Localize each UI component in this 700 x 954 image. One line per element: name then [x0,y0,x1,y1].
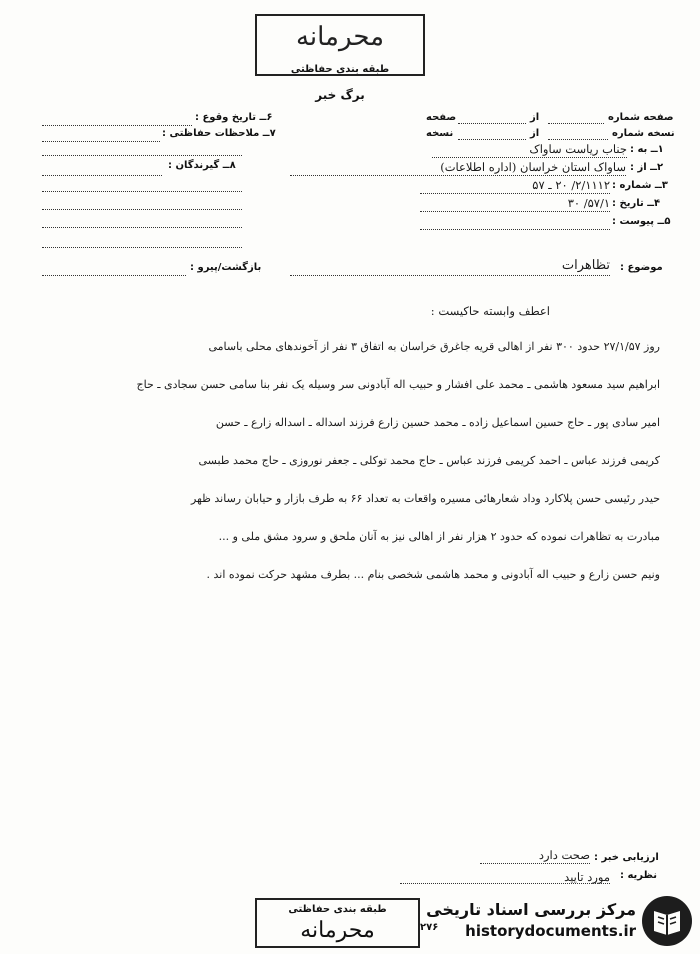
body-line-3: امیر سادی پور ـ حاج حسین اسماعیل زاده ـ محمد حسین زارع فرزند اسداله ـ اسداله زارع ـ حسن [215,416,660,429]
dots [432,156,627,158]
number-label: ۳ــ شماره : [612,180,668,191]
body-line-5: حیدر رئیسی حسن پلاکارد وداد شعارهائی مسیره واقعات به تعداد ۶۶ به طرف بازار و حیابان رساند ظهر [190,492,660,505]
copy-number-end: نسخه [426,128,454,139]
opinion-label: نظریه : [620,870,658,881]
to-value: جناب ریاست ساواک [529,142,627,156]
subject-value: تظاهرات [561,258,610,273]
assessment-value: صحت دارد [538,848,590,862]
blank-line [42,190,242,192]
blank-line [42,208,242,210]
from-value: ساواک استان خراسان (اداره اطلاعات) [440,160,626,174]
dots [420,210,610,212]
body-line-2: ابراهیم سید مسعود هاشمی ـ محمد علی افشار و حبیب اله آبادونی سر وسیله یک نفر بنا سامی حسن سجادی ـ حاج [136,378,660,391]
attachment-label: ۵ــ پیوست : [612,216,671,227]
to-label: ۱ــ به : [630,144,664,155]
copy-number-label: نسخه شماره [612,128,675,139]
number-value: ۲/۱۱۱۲/ ۲۰ ـ ۵۷ [532,178,610,192]
body-line-6: مبادرت به تظاهرات نموده که حدود ۲ هزار نفر از اهالی نیز به آنان ملحق و سرود مشق ملی و ... [218,530,660,543]
recipients-line [42,174,162,176]
copy-number-mid: از [530,128,540,139]
item8-label: ۸ــ گیرندگان : [168,160,236,171]
from-label: ۲ــ از : [630,162,664,173]
dots [458,138,526,140]
stamp-title: محرمانه [295,22,385,52]
watermark-url: historydocuments.ir [465,922,636,940]
page-number-label: صفحه شماره [608,112,674,123]
dots [290,274,610,276]
sheet-title: برگ خبر [315,88,365,102]
blank-line [42,226,242,228]
dots [480,862,590,864]
date-label: ۴ــ تاریخ : [612,198,661,209]
dots [548,122,604,124]
classification-level-label: طبقه بندی حفاظتی [290,64,390,75]
body-greeting: اعطف وابسته حاکیست : [430,304,550,318]
dots [458,122,526,124]
dots [400,882,610,884]
bottom-stamp-title: محرمانه [300,918,375,943]
page-code: ۲۷۶ [420,922,439,933]
body-line-4: کریمی فرزند عباس ـ احمد کریمی فرزند عباس ـ حاج محمد توکلی ـ جعفر نوروزی ـ حاج محمد طبسی [198,454,660,467]
watermark-title: مرکز بررسی اسناد تاریخی [426,900,636,919]
book-icon [640,894,694,948]
return-dots [42,274,186,276]
dots [290,174,626,176]
blank-line [42,246,242,248]
item6-dots [42,124,192,126]
item7-dots [42,140,160,142]
opinion-value: مورد تایید [564,870,610,884]
assessment-label: ارزیابی خبر : [594,852,659,863]
body-line-7: ونیم حسن زارع و حبیب اله آبادونی و محمد هاشمی شخصی بنام ... بطرف مشهد حرکت نموده اند . [206,568,660,581]
watermark-logo [408,888,698,952]
subject-label: موضوع : [620,262,663,273]
blank-line [42,154,242,156]
bottom-classification-stamp [255,898,420,948]
dots [420,192,610,194]
dots [420,228,610,230]
date-value: ۵۷/۱/ ۳۰ [567,196,610,210]
return-label: بازگشت/پیرو : [190,262,262,273]
item6-label: ۶ــ تاریخ وقوع : [195,112,273,123]
page-number-end: صفحه [426,112,457,123]
item7-label: ۷ــ ملاحظات حفاظتی : [162,128,276,139]
body-line-1: روز ۲۷/۱/۵۷ حدود ۳۰۰ نفر از اهالی قریه جاغرق خراسان به اتفاق ۳ نفر از آخوندهای محلی باسامی [208,340,660,353]
dots [548,138,608,140]
page-number-mid: از [530,112,540,123]
bottom-stamp-label: طبقه بندی حفاظتی [288,904,387,915]
